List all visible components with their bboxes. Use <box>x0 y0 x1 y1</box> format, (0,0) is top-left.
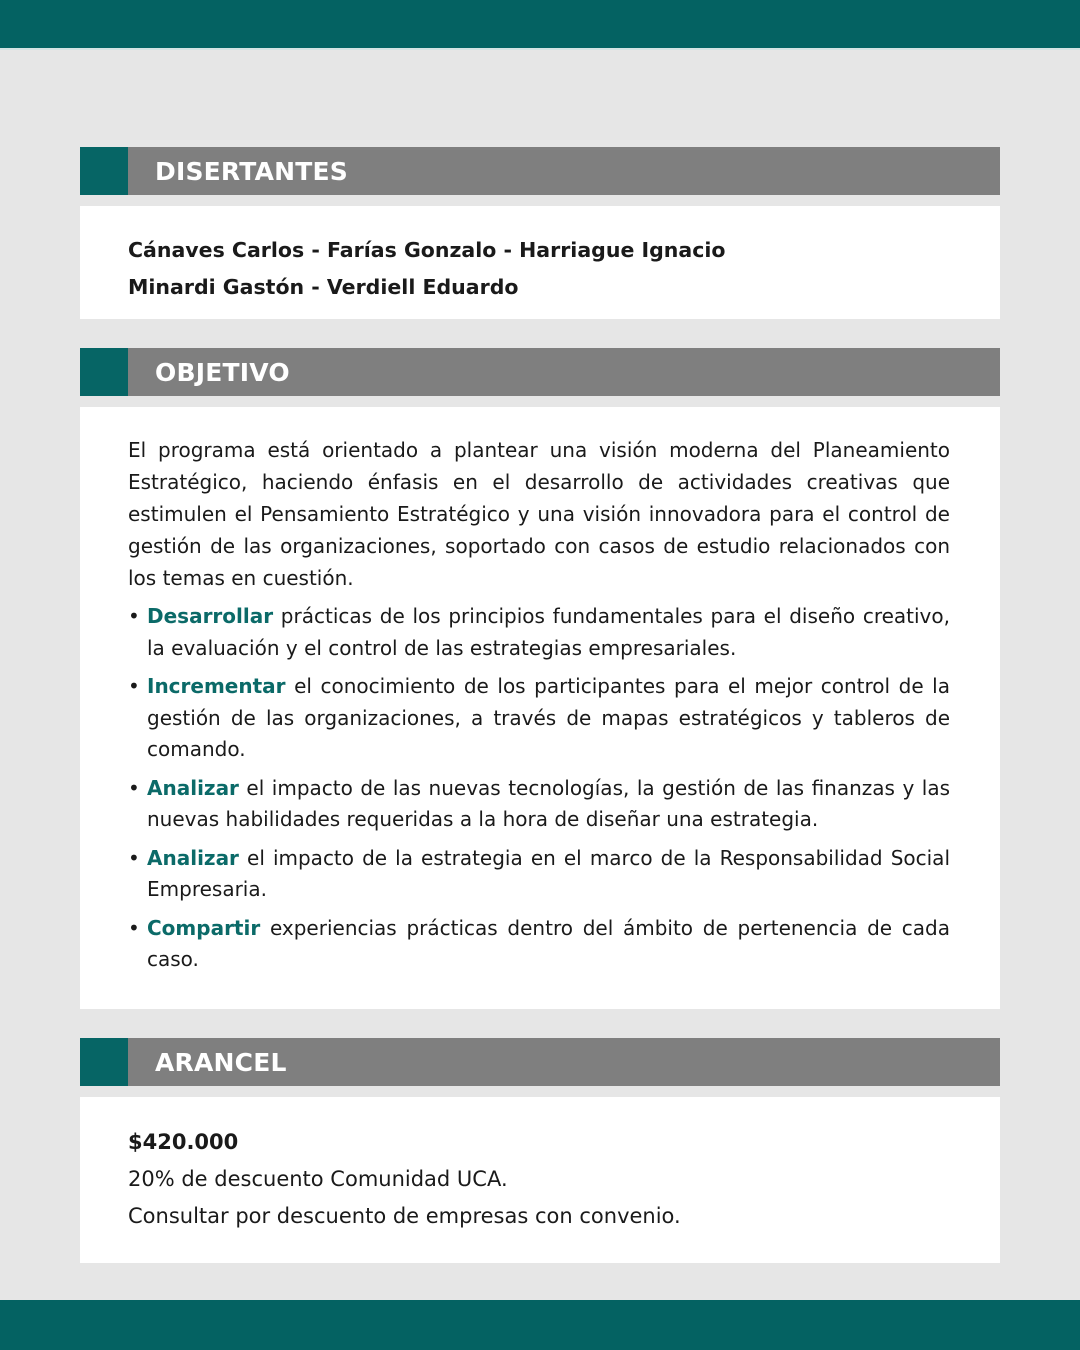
speakers-card <box>80 206 1000 319</box>
bullet-icon: • <box>128 604 140 628</box>
objective-item-verb: Analizar <box>147 845 239 870</box>
header-accent-block <box>80 1038 128 1086</box>
bullet-icon: • <box>128 674 140 698</box>
objective-section-header <box>80 348 1000 396</box>
header-accent-block <box>80 147 128 195</box>
objective-item-verb: Compartir <box>147 915 261 940</box>
objective-list <box>128 601 950 976</box>
fee-section-header <box>80 1038 1000 1086</box>
header-accent-block <box>80 348 128 396</box>
objective-item-text: el impacto de la estrategia en el marco de la Responsabilidad Social Empresaria. <box>147 845 950 901</box>
bottom-brand-bar <box>0 1300 1080 1350</box>
fee-section-title: ARANCEL <box>155 1048 287 1077</box>
objective-item <box>128 913 950 976</box>
fee-note: Consultar por descuento de empresas con convenio. <box>128 1204 681 1228</box>
speakers-line-2: Minardi Gastón - Verdiell Eduardo <box>128 275 519 299</box>
speakers-section-header <box>80 147 1000 195</box>
objective-item <box>128 601 950 664</box>
objective-item <box>128 671 950 766</box>
fee-price: $420.000 <box>128 1130 239 1154</box>
objective-paragraph: El programa está orientado a plantear una visión moderna del Planeamiento Estratégico, haciendo énfasis en el desarrollo de actividades creativas que estimulen el Pensamiento Estratégico y una visión innovadora para el control de gestión de las organizaciones, soportado con casos de estudio relacionados con los temas en cuestión. <box>128 438 950 590</box>
top-bar-divider <box>0 48 1080 50</box>
objective-item-text: prácticas de los principios fundamentales para el diseño creativo, la evaluación y el control de las estrategias empresariales. <box>147 604 950 660</box>
bullet-icon: • <box>128 915 140 940</box>
fee-discount: 20% de descuento Comunidad UCA. <box>128 1167 508 1191</box>
objective-item <box>128 773 950 836</box>
fee-card <box>80 1097 1000 1263</box>
objective-item-text: el impacto de las nuevas tecnologías, la gestión de las finanzas y las nuevas habilidades requeridas a la hora de diseñar una estrategia. <box>147 775 950 831</box>
top-brand-bar <box>0 0 1080 48</box>
speakers-section-title: DISERTANTES <box>155 157 348 186</box>
objective-item-verb: Incrementar <box>147 674 286 698</box>
objective-item-verb: Analizar <box>147 775 239 800</box>
objective-item-verb: Desarrollar <box>147 604 274 628</box>
objective-item <box>128 843 950 906</box>
bullet-icon: • <box>128 775 140 800</box>
speakers-line-1: Cánaves Carlos - Farías Gonzalo - Harriague Ignacio <box>128 238 726 262</box>
objective-item-text: experiencias prácticas dentro del ámbito de pertenencia de cada caso. <box>147 915 950 971</box>
objective-card <box>80 407 1000 1009</box>
objective-section-title: OBJETIVO <box>155 358 290 387</box>
objective-item-text: el conocimiento de los participantes para el mejor control de la gestión de las organizaciones, a través de mapas estratégicos y tableros de comando. <box>147 674 950 761</box>
bullet-icon: • <box>128 845 140 870</box>
